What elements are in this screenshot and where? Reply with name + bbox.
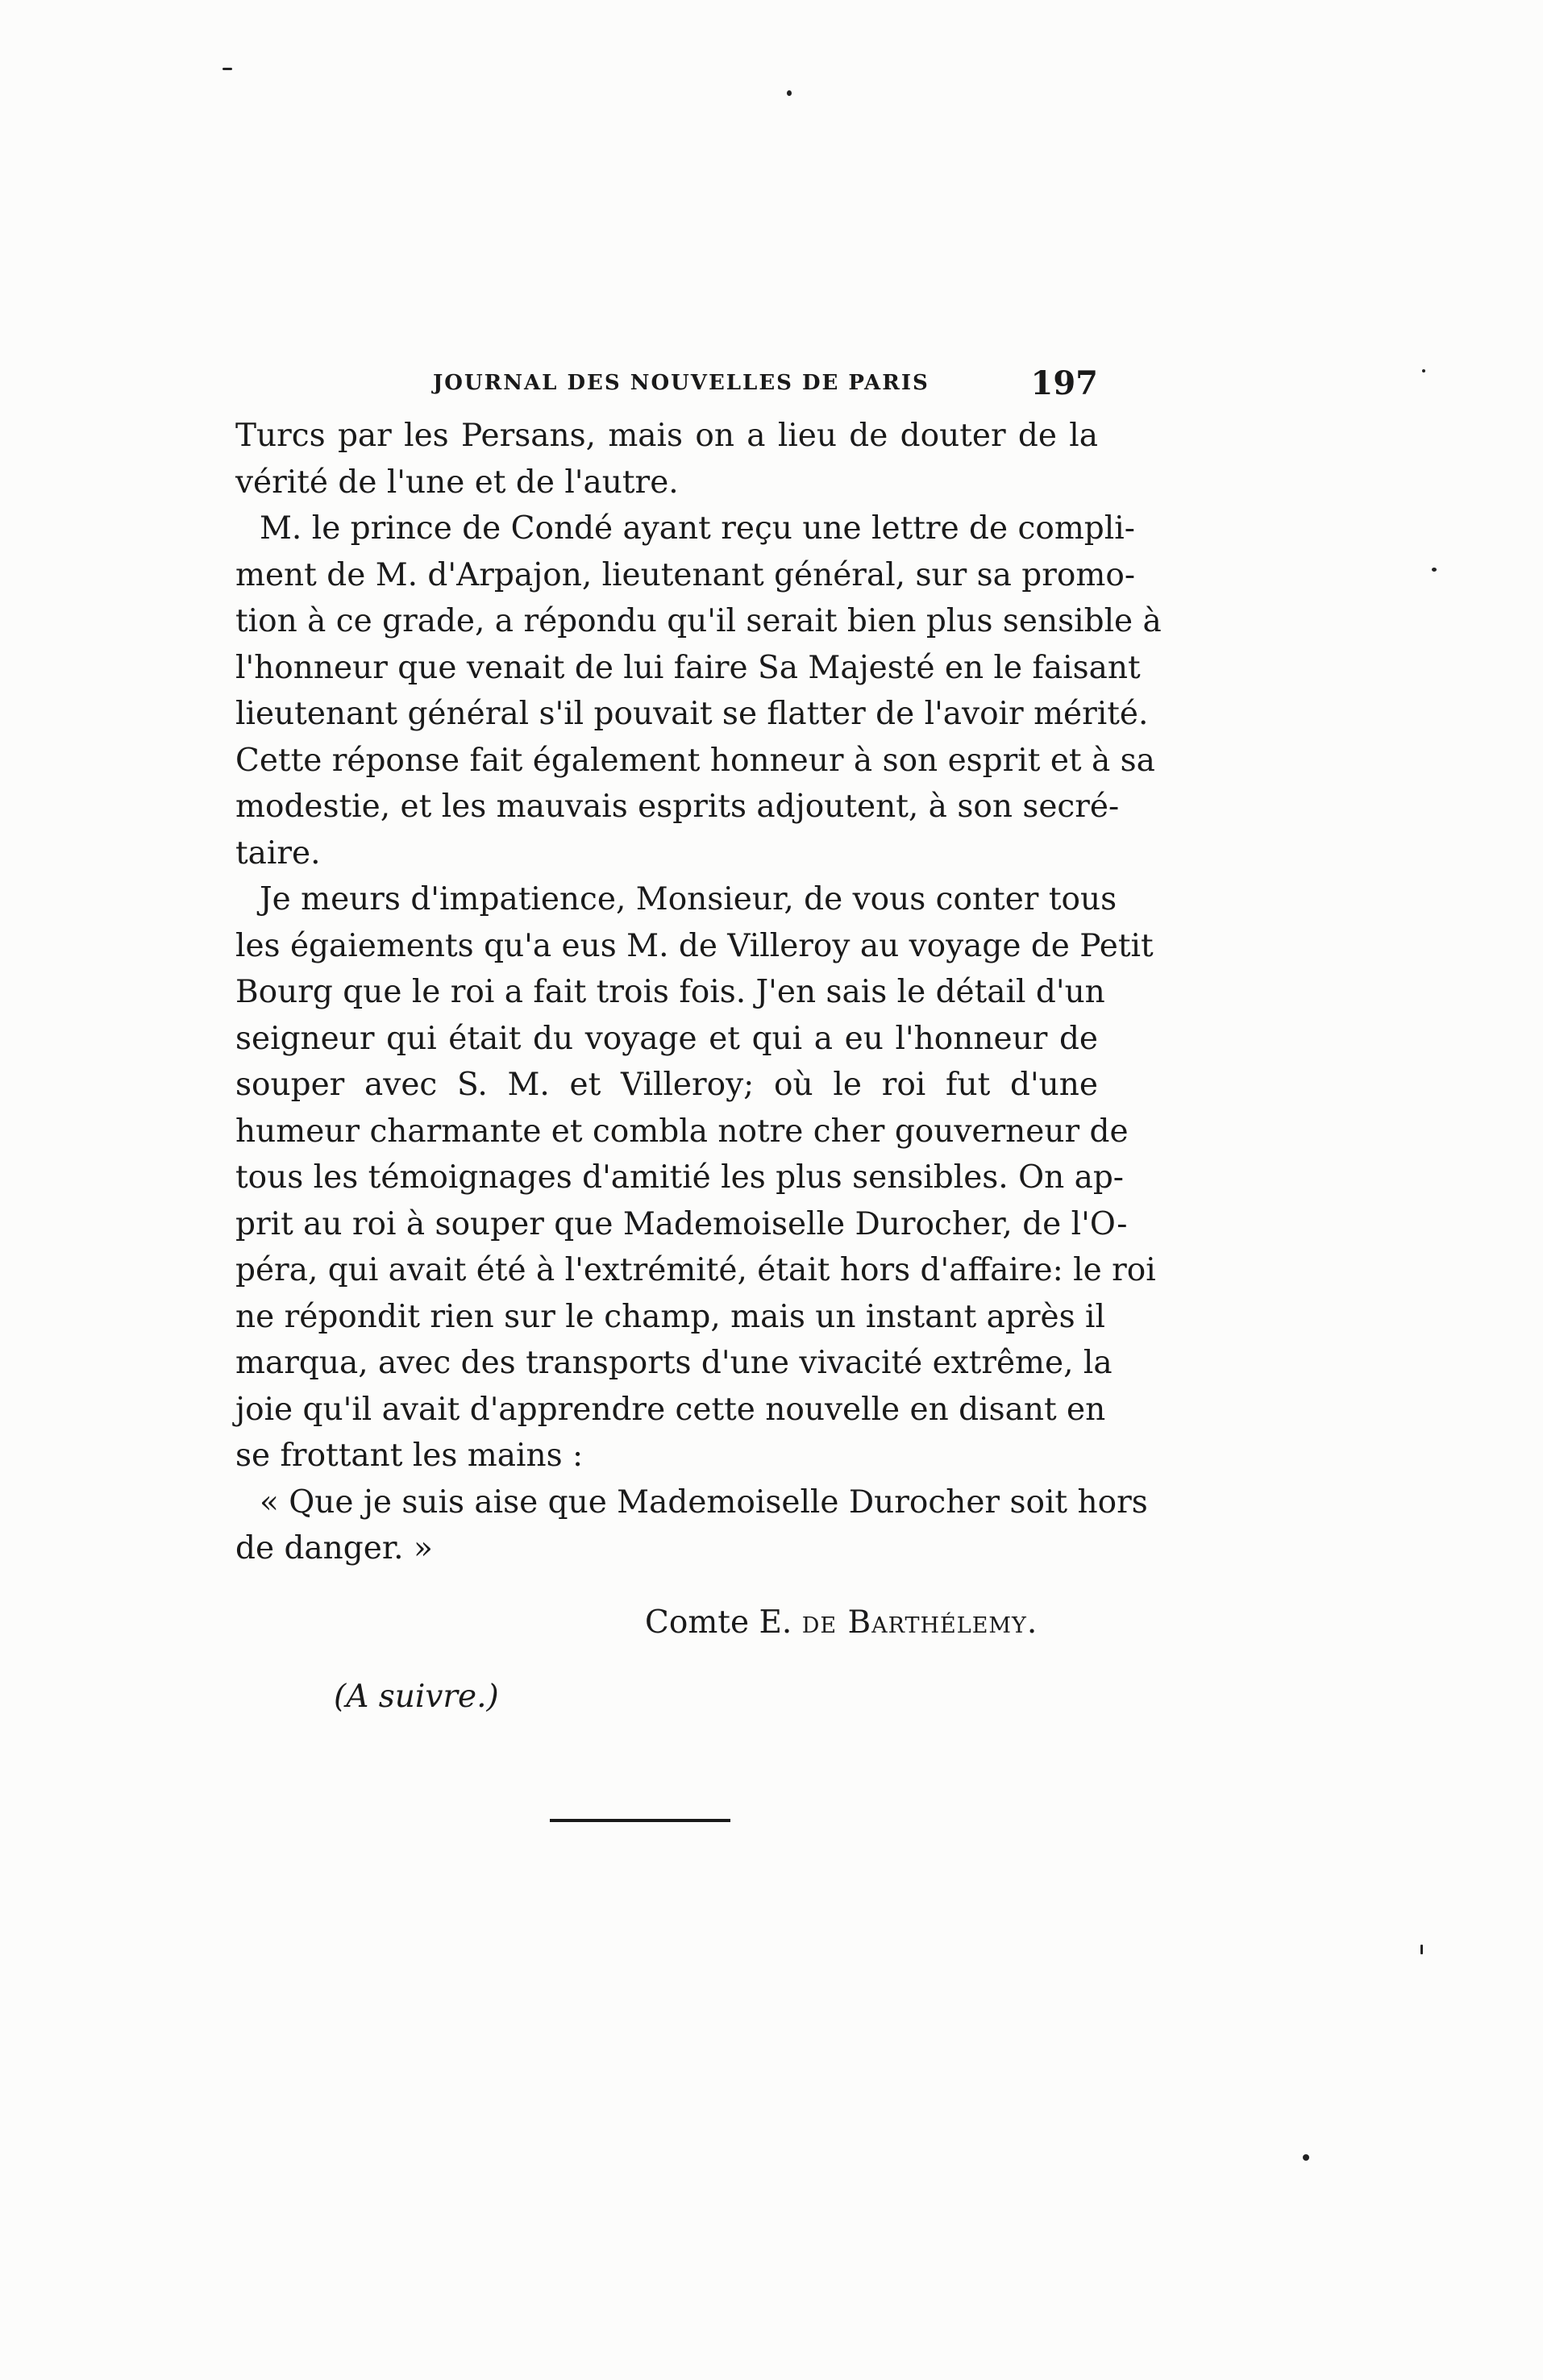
scan-speck [1432, 568, 1437, 572]
signature-prefix: Comte E. [645, 1604, 792, 1641]
scan-speck [223, 68, 232, 70]
running-title: JOURNAL DES NOUVELLES DE PARIS [433, 371, 930, 395]
scan-speck [1422, 369, 1425, 372]
text-line: l'honneur que venait de lui faire Sa Majesté en le faisant [235, 649, 1141, 686]
text-line: Bourg que le roi a fait trois fois. J'en sais le détail d'un [235, 974, 1105, 1010]
section-divider [550, 1819, 730, 1822]
text-line: M. le prince de Condé ayant reçu une lettre de compli- [260, 510, 1135, 547]
text-line: de danger. » [235, 1530, 433, 1567]
text-line: se frottant les mains : [235, 1438, 584, 1474]
text-line: prit au roi à souper que Mademoiselle Durocher, de l'O- [235, 1205, 1128, 1242]
signature-name: de Barthélemy. [801, 1604, 1038, 1641]
text-line: tion à ce grade, a répondu qu'il serait bien plus sensible à [235, 603, 1162, 639]
text-line: ment de M. d'Arpajon, lieutenant général, sur sa promo- [235, 556, 1136, 593]
text-line: modestie, et les mauvais esprits adjoutent, à son secré- [235, 788, 1120, 825]
text-line: lieutenant général s'il pouvait se flatter de l'avoir mérité. [235, 696, 1149, 732]
text-line: ne répondit rien sur le champ, mais un instant après il [235, 1298, 1105, 1335]
continuation-note: (A suivre.) [334, 1679, 499, 1715]
text-line: Turcs par les Persans, mais on a lieu de douter de la [235, 418, 1098, 454]
scan-speck [1303, 2154, 1309, 2161]
scan-speck [787, 90, 792, 96]
text-line: joie qu'il avait d'apprendre cette nouvelle en disant en [235, 1391, 1106, 1428]
text-line: tous les témoignages d'amitié les plus sensibles. On ap- [235, 1159, 1124, 1196]
text-line: Cette réponse fait également honneur à son esprit et à sa [235, 742, 1155, 779]
text-line: vérité de l'une et de l'autre. [235, 464, 679, 501]
scan-speck [1420, 1945, 1423, 1954]
page-number: 197 [1030, 364, 1098, 402]
text-line: Je meurs d'impatience, Monsieur, de vous conter tous [260, 881, 1117, 917]
text-line: marqua, avec des transports d'une vivacité extrême, la [235, 1345, 1113, 1381]
text-line: taire. [235, 834, 321, 872]
text-line: souper avec S. M. et Villeroy; où le roi fut d'une [235, 1067, 1098, 1103]
body-text [235, 413, 1162, 1572]
text-line: seigneur qui était du voyage et qui a eu l'honneur de [235, 1020, 1098, 1057]
page-header [235, 364, 1098, 405]
text-line: humeur charmante et combla notre cher gouverneur de [235, 1113, 1129, 1150]
text-line: « Que je suis aise que Mademoiselle Durocher soit hors [260, 1483, 1148, 1521]
text-line: les égaiements qu'a eus M. de Villeroy au voyage de Petit [235, 927, 1154, 964]
author-signature [645, 1604, 1038, 1641]
text-line: péra, qui avait été à l'extrémité, était hors d'affaire: le roi [235, 1252, 1156, 1288]
